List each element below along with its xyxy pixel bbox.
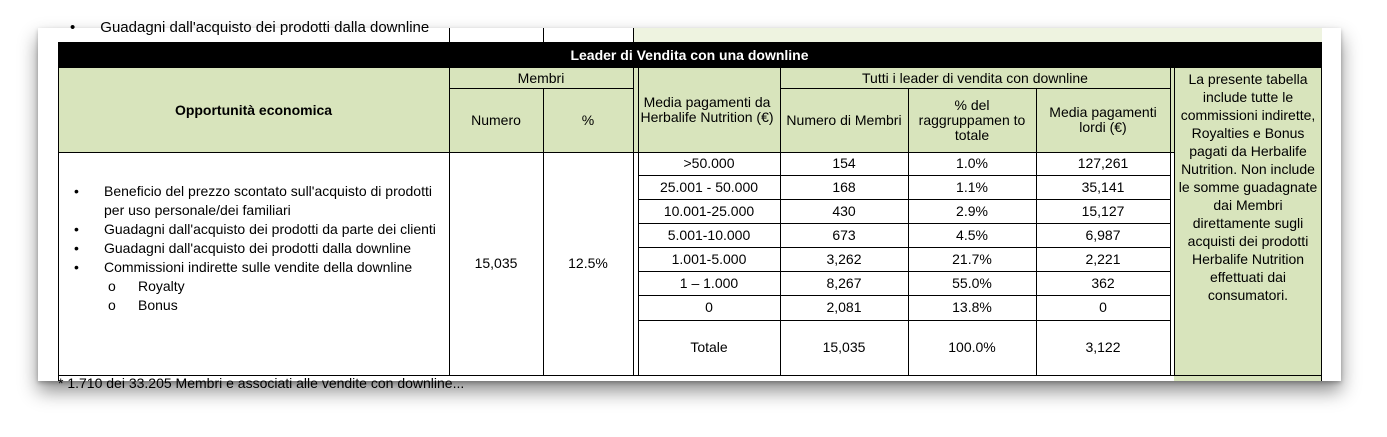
list-item — [74, 220, 454, 239]
list-item-text: Guadagni dall'acquisto dei prodotti dalla downline — [104, 240, 411, 256]
avg-cell: 35,141 — [1081, 178, 1125, 195]
sub-list-item — [74, 277, 454, 296]
list-item — [74, 239, 454, 258]
bullet-icon: • — [74, 183, 79, 199]
range-cell: >50.000 — [683, 155, 735, 171]
header-tutti-leader: Tutti i leader di vendita con downline — [862, 69, 1088, 86]
members-cell: 154 — [832, 155, 856, 171]
list-item — [74, 182, 454, 220]
range-cell: 5.001-10.000 — [667, 226, 751, 243]
header-pct-raggruppamento: % del raggruppamen to totale — [918, 96, 1026, 143]
membri-percent-value: 12.5% — [568, 255, 608, 271]
section-title-band — [58, 42, 1321, 68]
pct-cell: 13.8% — [952, 299, 992, 315]
avg-cell: 127,261 — [1077, 155, 1129, 171]
list-item-text: Guadagni dall'acquisto dei prodotti da parte dei clienti — [104, 221, 436, 237]
bullet-icon: • — [74, 259, 79, 275]
list-item — [74, 258, 454, 277]
header-media-pagamenti: Media pagamenti da Herbalife Nutrition (€) — [640, 94, 774, 125]
sub-item-text: Bonus — [138, 297, 178, 313]
header-opportunita: Opportunità economica — [174, 101, 333, 118]
members-cell: 2,081 — [826, 299, 862, 315]
pct-cell: 1.0% — [956, 155, 988, 171]
header-percent: % — [581, 111, 595, 128]
pct-cell: 2.9% — [956, 202, 988, 219]
avg-cell: 362 — [1091, 274, 1115, 291]
range-cell: 10.001-25.000 — [663, 202, 755, 219]
range-cell: 1.001-5.000 — [671, 250, 747, 267]
section-title: Leader di Vendita con una downline — [570, 47, 809, 63]
avg-cell: 2,221 — [1085, 250, 1121, 267]
avg-cell: 3,122 — [1085, 339, 1121, 355]
pct-cell: 21.7% — [952, 250, 992, 267]
members-cell: 3,262 — [826, 250, 862, 267]
members-cell: 15,035 — [822, 339, 866, 355]
range-cell: 25.001 - 50.000 — [659, 178, 759, 195]
list-item-text: Commissioni indirette sulle vendite della downline — [104, 259, 413, 275]
circle-bullet-icon: o — [108, 297, 116, 313]
pct-cell: 55.0% — [952, 274, 992, 291]
pct-cell: 1.1% — [956, 178, 988, 195]
sub-item-text: Royalty — [138, 278, 185, 294]
opportunities-list — [74, 182, 454, 315]
avg-cell: 0 — [1099, 299, 1107, 315]
header-membri: Membri — [517, 69, 565, 86]
pct-cell: 4.5% — [956, 226, 988, 243]
members-cell: 8,267 — [826, 274, 862, 291]
bottom-cutoff-text: * 1.710 dei 33.205 Membri e associati alle vendite con downline... — [58, 375, 465, 391]
members-cell: 430 — [832, 202, 856, 219]
circle-bullet-icon: o — [108, 278, 116, 294]
members-cell: 168 — [832, 178, 856, 195]
bullet-icon: • — [70, 19, 76, 36]
sub-list-item — [74, 296, 454, 315]
top-bullet-text — [70, 19, 429, 36]
document-page — [38, 19, 1341, 391]
bullet-icon: • — [74, 221, 79, 237]
membri-numero-value: 15,035 — [474, 255, 518, 271]
note-text: La presente tabella include tutte le commissioni indirette, Royalties e Bonus pagati da Herbalife Nutrition. Non include le somme guadagnate dai Membri direttamente sugli acquisti dei prodotti Herbalife Nutrition effettuati dai consumatori. — [1178, 71, 1318, 303]
pct-cell: 100.0% — [948, 339, 996, 355]
header-numero: Numero — [471, 111, 521, 128]
top-cutoff-row — [38, 19, 1341, 42]
header-numero-membri: Numero di Membri — [786, 111, 902, 128]
top-row-text: Guadagni dall'acquisto dei prodotti dalla downline — [100, 19, 430, 36]
range-cell: 0 — [705, 299, 713, 315]
range-cell: Totale — [690, 339, 728, 355]
avg-cell: 15,127 — [1081, 202, 1125, 219]
bullet-icon: • — [74, 240, 79, 256]
list-item-text: Beneficio del prezzo scontato sull'acquisto di prodotti per uso personale/dei familiari — [104, 183, 432, 218]
range-cell: 1 – 1.000 — [679, 274, 739, 291]
avg-cell: 6,987 — [1085, 226, 1121, 243]
header-media-lordi: Media pagamenti lordi (€) — [1049, 104, 1157, 135]
members-cell: 673 — [832, 226, 856, 243]
